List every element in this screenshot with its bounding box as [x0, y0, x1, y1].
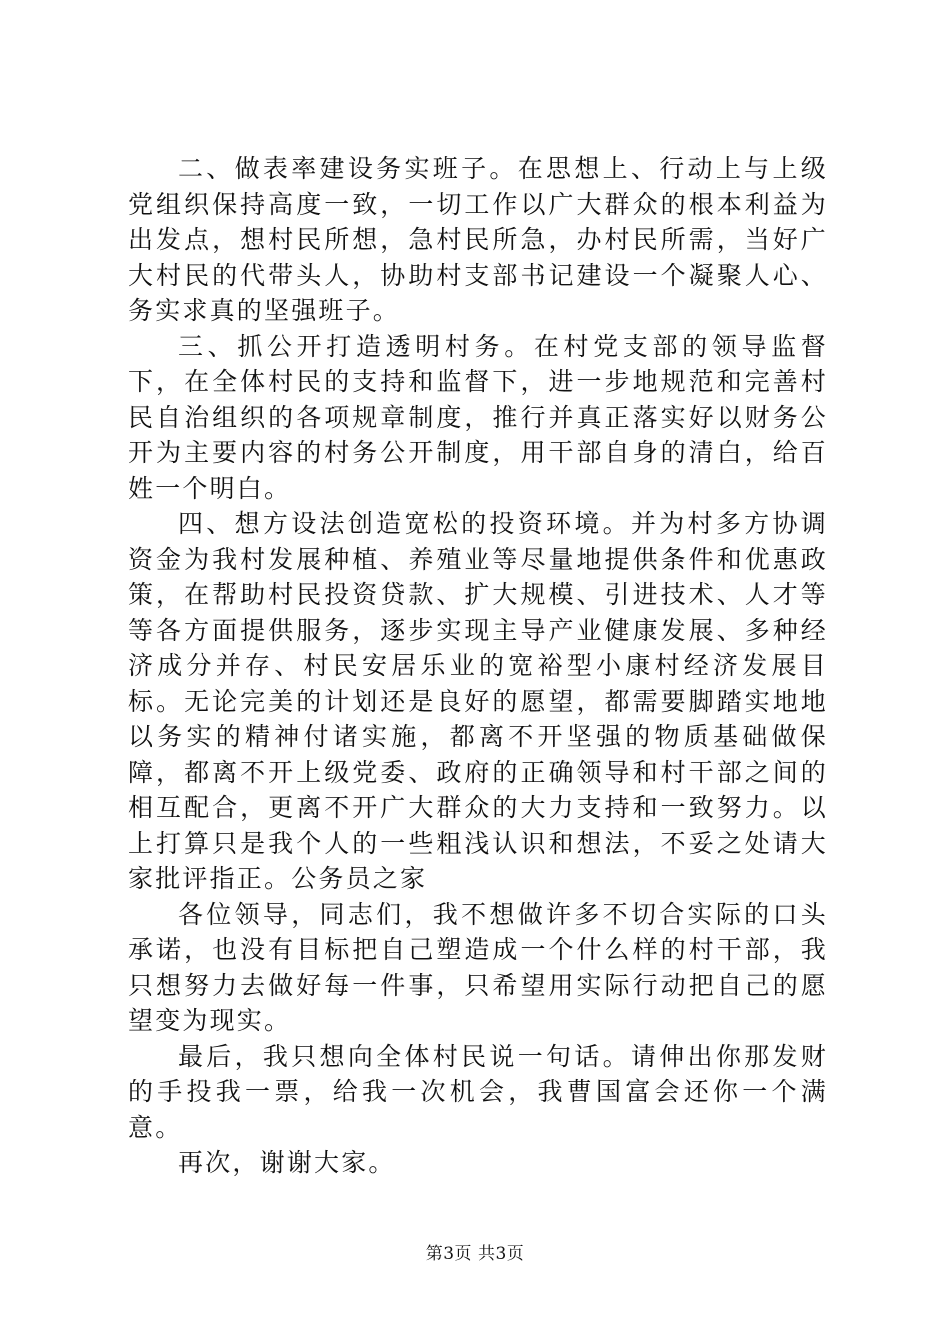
paragraph-closing-request: 最后，我只想向全体村民说一句话。请伸出你那发财的手投我一票，给我一次机会，我曹国富会还你一个满意。	[128, 1041, 828, 1142]
paragraph-section-four: 四、想方设法创造宽松的投资环境。并为村多方协调资金为我村发展种植、养殖业等尽量地提供条件和优惠政策，在帮助村民投资贷款、扩大规模、引进技术、人才等等各方面提供服务，逐步实现主导产业健康发展、多种经济成分并存、村民安居乐业的宽裕型小康村经济发展目标。无论完美的计划还是良好的愿望，都需要脚踏实地地以务实的精神付诸实施，都离不开坚强的物质基础做保障，都离不开上级党委、政府的正确领导和村干部之间的相互配合，更离不开广大群众的大力支持和一致努力。以上打算只是我个人的一些粗浅认识和想法，不妥之处请大家批评指正。公务员之家	[128, 509, 828, 893]
page-number-footer: 第3页 共3页	[425, 1244, 525, 1264]
paragraph-section-three: 三、抓公开打造透明村务。在村党支部的领导监督下，在全体村民的支持和监督下，进一步地规范和完善村民自治组织的各项规章制度，推行并真正落实好以财务公开为主要内容的村务公开制度，用干部自身的清白，给百姓一个明白。	[128, 331, 828, 503]
paragraph-address-leaders: 各位领导，同志们，我不想做许多不切合实际的口头承诺，也没有目标把自己塑造成一个什么样的村干部，我只想努力去做好每一件事，只希望用实际行动把自己的愿望变为现实。	[128, 899, 828, 1035]
paragraph-section-two: 二、做表率建设务实班子。在思想上、行动上与上级党组织保持高度一致，一切工作以广大群众的根本利益为出发点，想村民所想，急村民所急，办村民所需，当好广大村民的代带头人，协助村支部书记建设一个凝聚人心、务实求真的坚强班子。	[128, 154, 828, 325]
paragraph-thanks: 再次，谢谢大家。	[178, 1148, 396, 1177]
document-body	[128, 151, 828, 1181]
